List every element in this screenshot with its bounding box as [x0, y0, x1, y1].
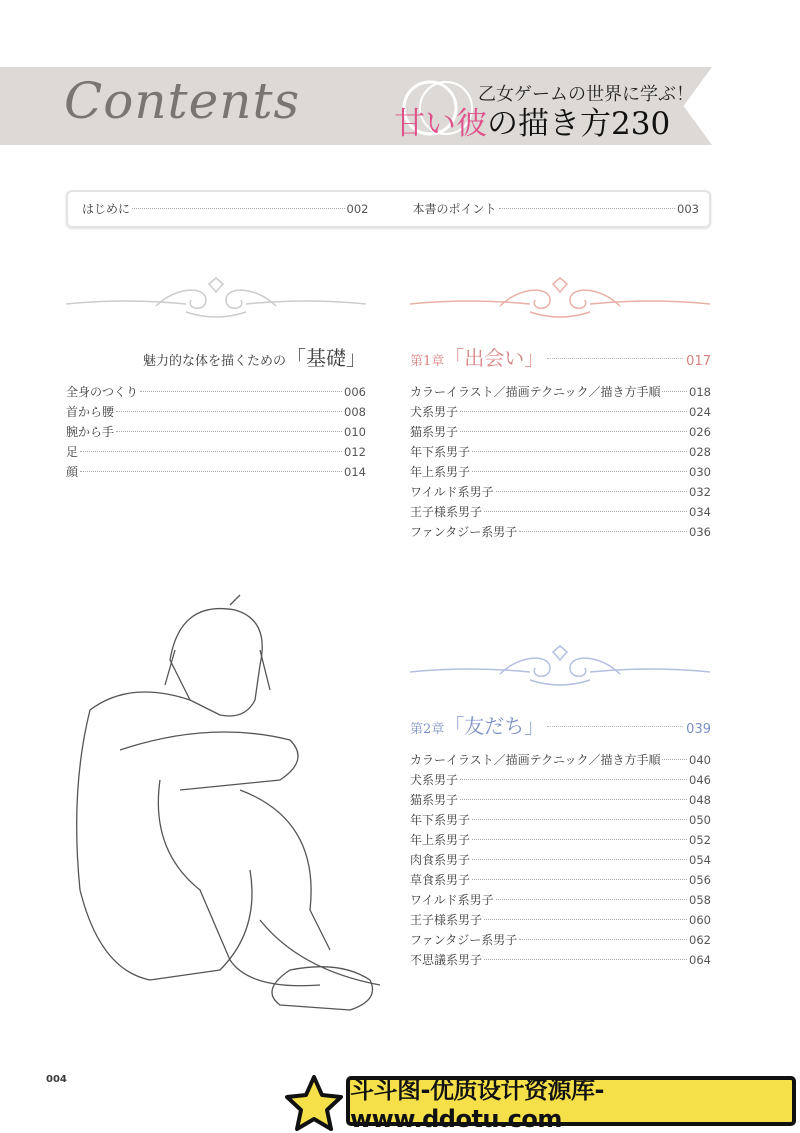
star-icon: [284, 1074, 344, 1132]
entry-page: 064: [689, 953, 711, 967]
dot-leader: [132, 208, 345, 209]
entry-label: 年下系男子: [410, 813, 471, 827]
dot-leader: [519, 531, 687, 532]
dot-leader: [140, 391, 342, 392]
entry-label: 年下系男子: [410, 445, 471, 459]
chapter-title: 「出会い」: [444, 346, 545, 370]
entry-list: [410, 750, 711, 970]
entry-page: 018: [689, 385, 711, 399]
chapter1-section: [410, 342, 711, 542]
entry-page: 012: [344, 445, 366, 459]
entry-label: 王子様系男子: [410, 913, 483, 927]
dot-leader: [496, 899, 687, 900]
book-title: [394, 98, 670, 143]
dot-leader: [547, 358, 683, 359]
entry-label: 本書のポイント: [412, 202, 497, 216]
entry-page: 003: [677, 202, 699, 216]
entry-label: 肉食系男子: [410, 853, 471, 867]
entry-label: 顔: [66, 465, 79, 479]
entry-page: 010: [344, 425, 366, 439]
dot-leader: [496, 491, 687, 492]
chapter-page: 039: [686, 722, 711, 737]
toc-entry[interactable]: [410, 910, 711, 930]
toc-entry[interactable]: [410, 482, 711, 502]
entry-page: 040: [689, 753, 711, 767]
entry-label: 王子様系男子: [410, 505, 483, 519]
entry-label: ワイルド系男子: [410, 893, 494, 907]
entry-label: 草食系男子: [410, 873, 471, 887]
dot-leader: [547, 726, 683, 727]
entry-label: ファンタジー系男子: [410, 933, 518, 947]
book-subtitle: 乙女ゲームの世界に学ぶ！: [478, 84, 694, 105]
entry-label: 年上系男子: [410, 465, 471, 479]
entry-page: 024: [689, 405, 711, 419]
entry-label: 犬系男子: [410, 405, 459, 419]
toc-entry[interactable]: [66, 382, 366, 402]
toc-entry[interactable]: [66, 462, 366, 482]
entry-label: ファンタジー系男子: [410, 525, 518, 539]
toc-entry[interactable]: [410, 810, 711, 830]
entry-page: 028: [689, 445, 711, 459]
entry-label: 猫系男子: [410, 793, 459, 807]
toc-entry[interactable]: [410, 502, 711, 522]
entry-page: 048: [689, 793, 711, 807]
entry-page: 008: [344, 405, 366, 419]
entry-label: 全身のつくり: [66, 385, 139, 399]
dot-leader: [484, 919, 687, 920]
entry-label: はじめに: [82, 202, 131, 216]
entry-label: 足: [66, 445, 79, 459]
book-title-pink: 甘い彼: [394, 106, 487, 142]
dot-leader: [484, 959, 687, 960]
entry-page: 046: [689, 773, 711, 787]
toc-entry[interactable]: [82, 199, 369, 219]
chapter-page: 017: [686, 354, 711, 369]
dot-leader: [460, 779, 687, 780]
entry-page: 060: [689, 913, 711, 927]
dot-leader: [472, 451, 687, 452]
entry-page: 054: [689, 853, 711, 867]
entry-label: カラーイラスト／描画テクニック／描き方手順: [410, 753, 661, 767]
entry-page: 026: [689, 425, 711, 439]
dot-leader: [484, 511, 687, 512]
entry-label: 腕から手: [66, 425, 115, 439]
ornament-divider: [410, 640, 710, 690]
toc-entry[interactable]: [66, 422, 366, 442]
dot-leader: [472, 471, 687, 472]
entry-page: 036: [689, 525, 711, 539]
dot-leader: [472, 819, 687, 820]
chapter-title: 「友だち」: [444, 714, 545, 738]
page-number: 004: [46, 1074, 67, 1085]
dot-leader: [460, 411, 687, 412]
section-heading: [66, 342, 366, 372]
chapter-heading[interactable]: [410, 342, 711, 372]
ornament-divider: [66, 272, 366, 322]
chapter-number: 第1章: [410, 354, 445, 369]
entry-page: 062: [689, 933, 711, 947]
toc-entry[interactable]: [410, 522, 711, 542]
toc-entry[interactable]: [410, 462, 711, 482]
character-illustration: [60, 590, 390, 1030]
entry-label: 猫系男子: [410, 425, 459, 439]
basics-section: [66, 342, 366, 482]
chapter2-section: [410, 710, 711, 970]
dot-leader: [460, 799, 687, 800]
entry-page: 032: [689, 485, 711, 499]
entry-label: 犬系男子: [410, 773, 459, 787]
toc-entry[interactable]: [410, 890, 711, 910]
toc-entry[interactable]: [410, 830, 711, 850]
entry-page: 006: [344, 385, 366, 399]
dot-leader: [472, 859, 687, 860]
toc-entry[interactable]: [410, 382, 711, 402]
dot-leader: [499, 208, 676, 209]
book-title-rest: の描き方230: [487, 106, 671, 142]
dot-leader: [116, 411, 342, 412]
dot-leader: [460, 431, 687, 432]
entry-page: 014: [344, 465, 366, 479]
chapter-number: 第2章: [410, 722, 445, 737]
heading-prefix: 魅力的な体を描くための: [142, 354, 286, 369]
dot-leader: [662, 759, 687, 760]
toc-entry[interactable]: [410, 850, 711, 870]
intro-box: [66, 190, 711, 228]
toc-entry[interactable]: [410, 422, 711, 442]
dot-leader: [472, 879, 687, 880]
entry-label: ワイルド系男子: [410, 485, 494, 499]
toc-entry[interactable]: [410, 750, 711, 770]
toc-entry[interactable]: [410, 770, 711, 790]
toc-entry[interactable]: [410, 950, 711, 970]
entry-page: 050: [689, 813, 711, 827]
dot-leader: [519, 939, 687, 940]
entry-page: 056: [689, 873, 711, 887]
entry-page: 034: [689, 505, 711, 519]
watermark-banner: 斗斗图-优质设计资源库-www.ddotu.com: [346, 1076, 796, 1126]
dot-leader: [80, 471, 342, 472]
toc-entry[interactable]: [413, 199, 700, 219]
toc-entry[interactable]: [410, 442, 711, 462]
toc-entry[interactable]: [410, 930, 711, 950]
entry-label: 年上系男子: [410, 833, 471, 847]
toc-entry[interactable]: [66, 442, 366, 462]
toc-entry[interactable]: [410, 870, 711, 890]
entry-list: [66, 382, 366, 482]
entry-label: 首から腰: [66, 405, 115, 419]
entry-page: 052: [689, 833, 711, 847]
ornament-divider: [410, 272, 710, 322]
dot-leader: [116, 431, 342, 432]
dot-leader: [472, 839, 687, 840]
heading-main: 「基礎」: [286, 346, 366, 370]
dot-leader: [80, 451, 342, 452]
entry-page: 058: [689, 893, 711, 907]
toc-entry[interactable]: [66, 402, 366, 422]
chapter-heading[interactable]: [410, 710, 711, 740]
toc-entry[interactable]: [410, 402, 711, 422]
contents-title: Contents: [64, 72, 301, 130]
entry-page: 002: [346, 202, 369, 216]
entry-label: 不思議系男子: [410, 953, 483, 967]
entry-page: 030: [689, 465, 711, 479]
toc-entry[interactable]: [410, 790, 711, 810]
entry-list: [410, 382, 711, 542]
dot-leader: [662, 391, 687, 392]
entry-label: カラーイラスト／描画テクニック／描き方手順: [410, 385, 661, 399]
